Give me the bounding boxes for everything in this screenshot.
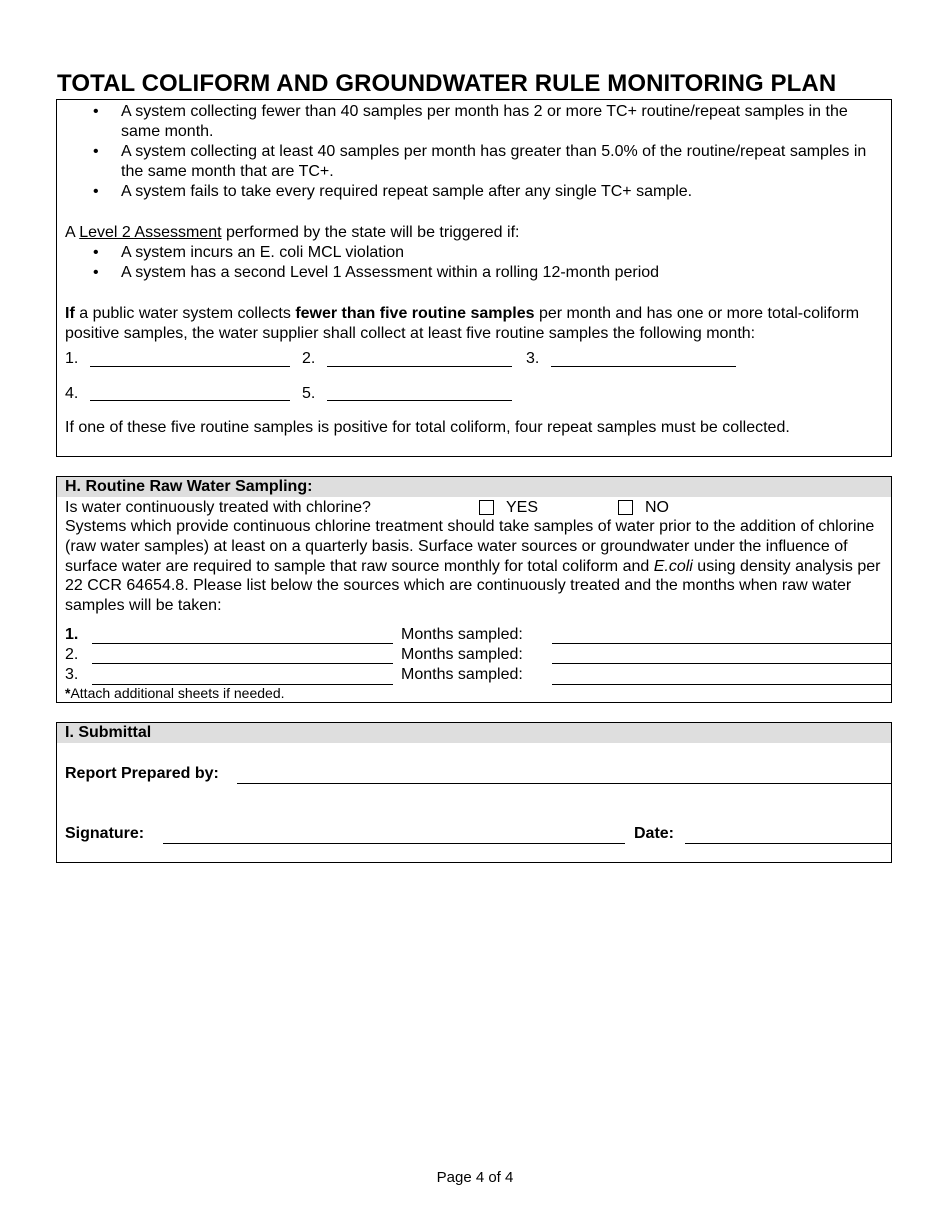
page-title: TOTAL COLIFORM AND GROUNDWATER RULE MONITORING PLAN — [57, 70, 837, 97]
section-h-header: H. Routine Raw Water Sampling: — [57, 477, 891, 497]
date-label: Date: — [634, 825, 675, 842]
sample-label-4: 4. — [65, 385, 79, 402]
row-number-2: 2. — [65, 646, 79, 663]
no-checkbox[interactable] — [618, 500, 633, 515]
signature-label: Signature: — [65, 825, 145, 842]
level2-suffix: performed by the state will be triggered if: — [221, 224, 520, 241]
repeat-samples-note: If one of these five routine samples is positive for total coliform, four repeat samples must be collected. — [65, 419, 790, 436]
section-i-box — [56, 722, 892, 863]
list-item: • A system incurs an E. coli MCL violation — [57, 243, 881, 263]
row-number-3: 3. — [65, 666, 79, 683]
report-prepared-field[interactable] — [237, 783, 892, 784]
sample-3-field[interactable] — [551, 366, 736, 367]
page-number: Page 4 of 4 — [436, 1169, 514, 1186]
sample-5-field[interactable] — [327, 400, 512, 401]
months-sampled-label-3: Months sampled: — [401, 666, 523, 683]
months-1-field[interactable] — [552, 643, 892, 644]
raw-water-paragraph — [65, 517, 883, 616]
five-samples-paragraph — [65, 304, 880, 344]
report-prepared-label: Report Prepared by: — [65, 765, 219, 782]
attach-note — [65, 684, 285, 702]
list-item: • A system has a second Level 1 Assessment within a rolling 12-month period — [57, 263, 881, 283]
yes-label: YES — [506, 499, 539, 516]
sample-label-1: 1. — [65, 350, 79, 367]
yes-checkbox[interactable] — [479, 500, 494, 515]
sample-label-2: 2. — [302, 350, 316, 367]
list-item: • A system collecting at least 40 samples per month has greater than 5.0% of the routine/repeat samples in the same month that are TC+. — [57, 142, 881, 182]
sample-label-3: 3. — [526, 350, 540, 367]
source-1-field[interactable] — [92, 643, 393, 644]
chlorine-question: Is water continuously treated with chlorine? — [65, 499, 371, 516]
months-3-field[interactable] — [552, 684, 892, 685]
level1-trigger-list — [57, 102, 881, 202]
ecoli-term: E.coli — [653, 557, 693, 575]
level2-prefix: A — [65, 224, 80, 241]
raw-water-text-1: Systems which provide continuous chlorine treatment should take samples of water prior to the addition of chlorine (raw water samples) at least on a quarterly basis. Surface water sources or groundwater under the influence of surface water are required to sample that raw source monthly for total coliform and — [65, 518, 875, 575]
attach-note-text: Attach additional sheets if needed. — [70, 685, 285, 701]
row-number-1: 1. — [65, 626, 79, 643]
raw-water-text-2: using density analysis per 22 CCR 64654.8. Please list below the sources which are continuously treated and the months when raw water samples will be taken: — [65, 557, 881, 615]
source-2-field[interactable] — [92, 663, 393, 664]
five-samples-emphasis: fewer than five routine samples — [295, 305, 535, 322]
five-samples-text-2: per month and has one or more total-coliform positive samples, the water supplier shall collect at least five routine samples the following month: — [65, 305, 860, 342]
level2-trigger-list — [57, 243, 881, 283]
no-label: NO — [645, 499, 669, 516]
list-item: • A system collecting fewer than 40 samples per month has 2 or more TC+ routine/repeat samples in the same month. — [57, 102, 881, 142]
sample-1-field[interactable] — [90, 366, 290, 367]
months-2-field[interactable] — [552, 663, 892, 664]
sample-4-field[interactable] — [90, 400, 290, 401]
sample-label-5: 5. — [302, 385, 316, 402]
sample-2-field[interactable] — [327, 366, 512, 367]
section-h-box — [56, 476, 892, 703]
if-word: If — [65, 305, 75, 322]
section-i-header: I. Submittal — [57, 723, 891, 743]
assessment-triggers-box — [56, 99, 892, 457]
attach-star: * — [65, 685, 71, 701]
list-item: • A system fails to take every required repeat sample after any single TC+ sample. — [57, 182, 881, 202]
months-sampled-label-1: Months sampled: — [401, 626, 523, 643]
level2-intro — [65, 223, 519, 242]
signature-field[interactable] — [163, 843, 625, 844]
five-samples-text-1: a public water system collects — [74, 305, 296, 322]
date-field[interactable] — [685, 843, 892, 844]
months-sampled-label-2: Months sampled: — [401, 646, 523, 663]
level2-assessment-term: Level 2 Assessment — [79, 224, 222, 241]
